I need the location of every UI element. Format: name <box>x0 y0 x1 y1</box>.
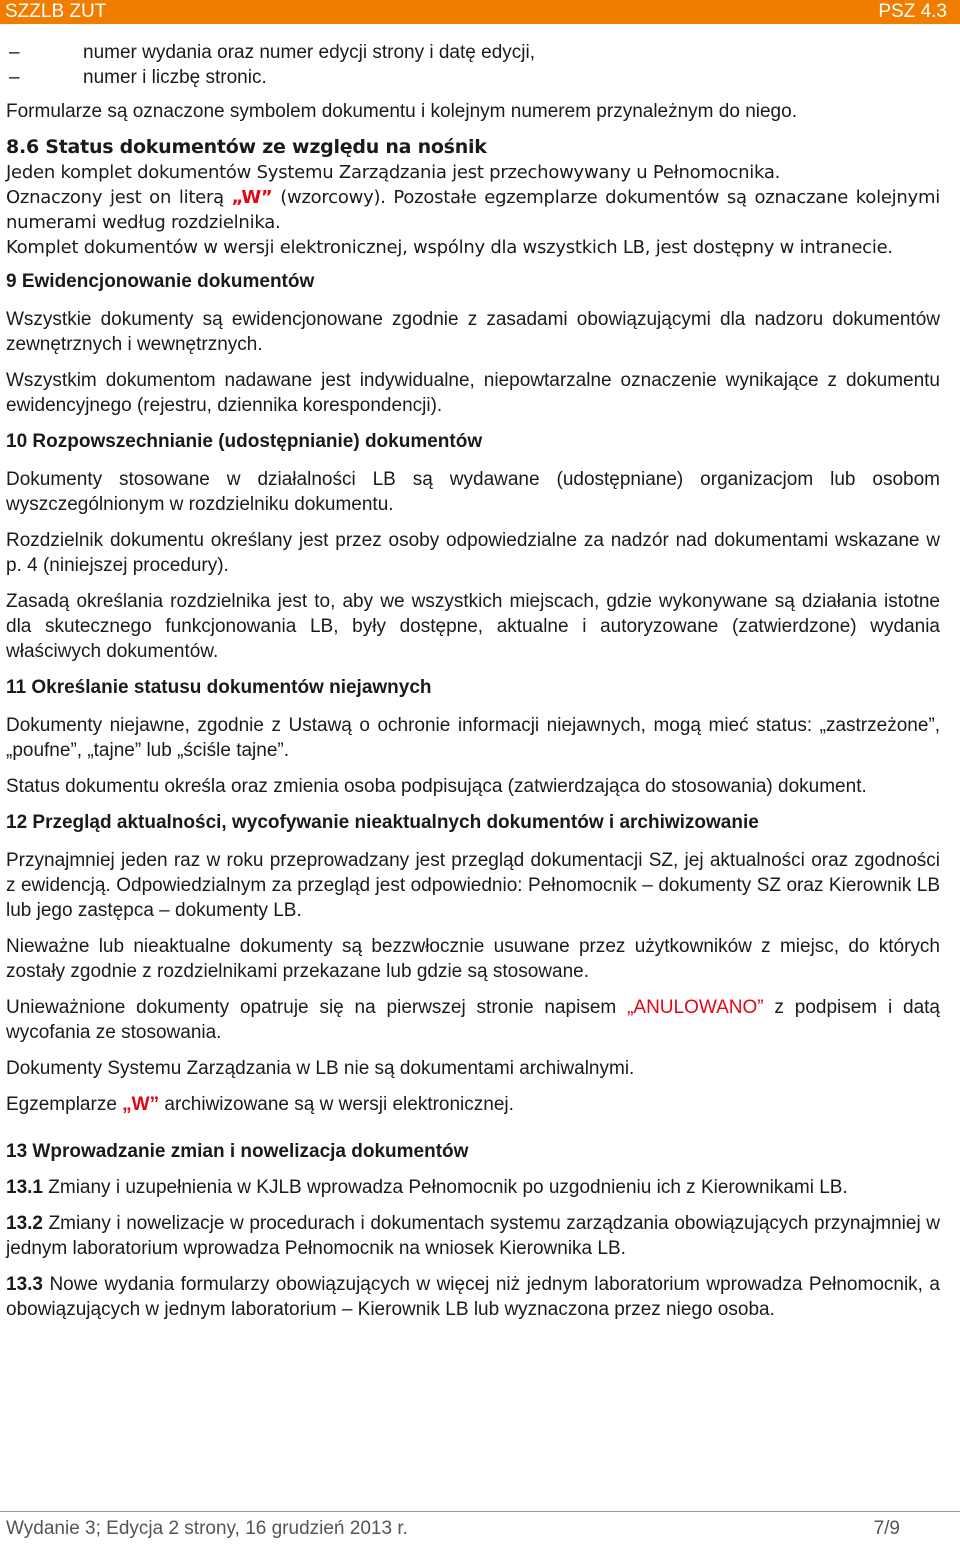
paragraph: Komplet dokumentów w wersji elektronicznej, wspólny dla wszystkich LB, jest dostępny w intranecie. <box>6 237 893 258</box>
footer-edition: Wydanie 3; Edycja 2 strony, 16 grudzień 2013 r. <box>6 1518 408 1539</box>
paragraph: Status dokumentu określa oraz zmienia osoba podpisująca (zatwierdzająca do stosowania) dokument. <box>6 776 867 797</box>
paragraph: Dokumenty stosowane w działalności LB są wydawane (udostępniane) organizacjom lub osobom wyszczególnionym w rozdzielniku dokumentu. <box>6 469 940 515</box>
paragraph: Dokumenty niejawne, zgodnie z Ustawą o ochronie informacji niejawnych, mogą mieć status: „zastrzeżone”, „poufne”, „tajne” lub „ściśle tajne”. <box>6 715 940 761</box>
paragraph: Przynajmniej jeden raz w roku przeprowadzany jest przegląd dokumentacji SZ, jej aktualności oraz zgodności z ewidencją. Odpowiedzialnym za przegląd jest odpowiednio: Pełnomocnik – dokumenty SZ oraz Kierownik LB lub jego zastępca – dokumenty LB. <box>6 850 940 921</box>
header-procedure-code: PSZ 4.3 <box>878 1 947 22</box>
paragraph: Zasadą określania rozdzielnika jest to, aby we wszystkich miejscach, gdzie wykonywane są działania istotne dla skutecznego funkcjonowania LB, były dostępne, aktualne i autoryzowane (zatwierdzone) wydania właściwych dokumentów. <box>6 591 940 662</box>
header-system-code: SZZLB ZUT <box>5 1 107 22</box>
numbered-paragraph: 13.2 Zmiany i nowelizacje w procedurach i dokumentach systemu zarządzania obowiązujących przynajmniej w jednym laboratorium wprowadza Pełnomocnik na wniosek Kierownika LB. <box>6 1213 940 1259</box>
w-marker: „W” <box>231 187 273 208</box>
list-item: – numer i liczbę stronic. <box>9 67 267 88</box>
numbered-paragraph: 13.3 Nowe wydania formularzy obowiązujących w więcej niż jednym laboratorium wprowadza Pełnomocnik, a obowiązujących w jednym laboratorium – Kierownik LB lub wyznaczona przez niego osoba. <box>6 1274 940 1320</box>
paragraph: Nieważne lub nieaktualne dokumenty są bezzwłocznie usuwane przez użytkowników z miejsc, do których zostały zgodnie z rozdzielnikami przekazane lub gdzie są stosowane. <box>6 936 940 982</box>
section-heading: 12 Przegląd aktualności, wycofywanie nieaktualnych dokumentów i archiwizowanie <box>6 812 759 833</box>
w-marker: „W” <box>122 1094 160 1115</box>
numbered-paragraph: 13.1 Zmiany i uzupełnienia w KJLB wprowadza Pełnomocnik po uzgodnieniu ich z Kierownikami LB. <box>6 1177 848 1198</box>
forms-paragraph: Formularze są oznaczone symbolem dokumentu i kolejnym numerem przynależnym do niego. <box>6 101 797 122</box>
paragraph: Rozdzielnik dokumentu określany jest przez osoby odpowiedzialne za nadzór nad dokumentami wskazane w p. 4 (niniejszej procedury). <box>6 530 940 576</box>
paragraph: Egzemplarze „W” archiwizowane są w wersji elektronicznej. <box>6 1094 514 1115</box>
section-heading: 11 Określanie statusu dokumentów niejawnych <box>6 677 432 698</box>
paragraph: Oznaczony jest on literą „W” (wzorcowy). Pozostałe egzemplarze dokumentów są oznaczane kolejnymi numerami według rozdzielnika. <box>6 187 940 233</box>
paragraph: Wszystkim dokumentom nadawane jest indywidualne, niepowtarzalne oznaczenie wynikające z dokumentu ewidencyjnego (rejestru, dziennika korespondencji). <box>6 370 940 416</box>
section-heading: 10 Rozpowszechnianie (udostępnianie) dokumentów <box>6 431 483 452</box>
paragraph: Wszystkie dokumenty są ewidencjonowane zgodnie z zasadami obowiązującymi dla nadzoru dokumentów zewnętrznych i wewnętrznych. <box>6 309 940 355</box>
paragraph: Jeden komplet dokumentów Systemu Zarządzania jest przechowywany u Pełnomocnika. <box>6 162 781 183</box>
section-heading: 13 Wprowadzanie zmian i nowelizacja dokumentów <box>6 1141 469 1162</box>
paragraph: Dokumenty Systemu Zarządzania w LB nie są dokumentami archiwalnymi. <box>6 1058 635 1079</box>
section-heading: 8.6 Status dokumentów ze względu na nośnik <box>6 136 487 158</box>
paragraph: Unieważnione dokumenty opatruje się na pierwszej stronie napisem „ANULOWANO” z podpisem i datą wycofania ze stosowania. <box>6 997 940 1043</box>
section-8-6 <box>6 135 940 260</box>
anulowano-stamp-text: „ANULOWANO” <box>627 997 764 1018</box>
page-number: 7/9 <box>873 1518 900 1539</box>
section-heading: 9 Ewidencjonowanie dokumentów <box>6 271 315 292</box>
document-body <box>6 40 940 1322</box>
list-item: – numer wydania oraz numer edycji strony i datę edycji, <box>9 42 535 63</box>
page-header <box>0 0 960 24</box>
footer-divider <box>0 1511 960 1512</box>
